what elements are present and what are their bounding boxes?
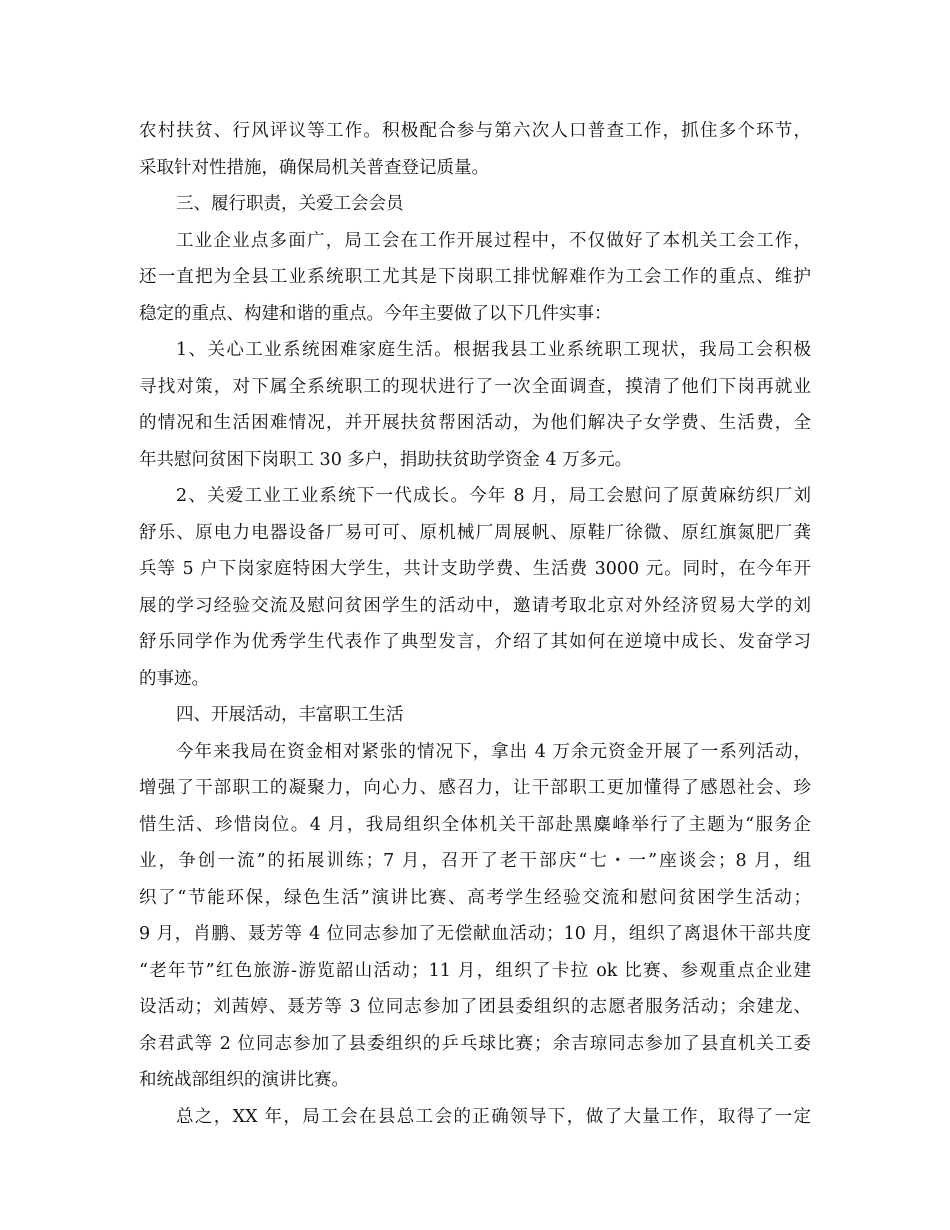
text-line: 惜生活、珍惜岗位。4 月，我局组织全体机关干部赴黑麋峰举行了主题为“服务企 — [139, 814, 811, 835]
text-line: 增强了干部职工的凝聚力，向心力、感召力，让干部职工更加懂得了感恩社会、珍 — [139, 778, 811, 798]
text-line: 织了“节能环保，绿色生活”演讲比赛、高考学生经验交流和慰问贫困学生活动； — [139, 887, 811, 908]
text-line: 兵等 5 户下岗家庭特困大学生，共计支助学费、生活费 3000 元。同时，在今年开 — [139, 559, 811, 579]
text-line: 余君武等 2 位同志参加了县委组织的乒乓球比赛；余吉琼同志参加了县直机关工委 — [139, 1033, 811, 1054]
document-body — [139, 113, 811, 1135]
text-line: 和统战部组织的演讲比赛。 — [139, 1070, 349, 1090]
text-line: 稳定的重点、构建和谐的重点。今年主要做了以下几件实事： — [139, 303, 612, 324]
text-line: 农村扶贫、行风评议等工作。积极配合参与第六次人口普查工作，抓住多个环节， — [139, 121, 811, 141]
text-line: 舒乐同学作为优秀学生代表作了典型发言，介绍了其如何在逆境中成长、发奋学习 — [139, 632, 811, 652]
text-line: 工业企业点多面广，局工会在工作开展过程中，不仅做好了本机关工会工作， — [176, 230, 811, 251]
text-line: 寻找对策，对下属全系统职工的现状进行了一次全面调查，摸清了他们下岗再就业 — [139, 376, 811, 397]
text-line: 总之，XX 年，局工会在县总工会的正确领导下，做了大量工作，取得了一定 — [176, 1106, 811, 1127]
text-line: 采取针对性措施，确保局机关普查登记质量。 — [139, 157, 489, 178]
text-line: 三、履行职责，关爱工会会员 — [176, 194, 404, 214]
text-line: 展的学习经验交流及慰问贫困学生的活动中，邀请考取北京对外经济贸易大学的刘 — [139, 595, 811, 616]
text-line: 1、关心工业系统困难家庭生活。根据我县工业系统职工现状，我局工会积极 — [176, 340, 811, 360]
text-line: 2、关爱工业工业系统下一代成长。今年 8 月，局工会慰问了原黄麻纺织厂刘 — [176, 486, 811, 506]
text-line: 年共慰问贫困下岗职工 30 多户，捐助扶贫助学资金 4 万多元。 — [139, 449, 633, 470]
text-line: 9 月，肖鹏、聂芳等 4 位同志参加了无偿献血活动；10 月，组织了离退休干部共度 — [139, 924, 811, 944]
text-line: 业，争创一流”的拓展训练；7 月，召开了老干部庆“七・一”座谈会；8 月，组 — [139, 851, 811, 871]
text-line: 今年来我局在资金相对紧张的情况下，拿出 4 万余元资金开展了一系列活动， — [176, 741, 811, 762]
text-line: 四、开展活动，丰富职工生活 — [176, 705, 404, 725]
text-line: 的情况和生活困难情况，并开展扶贫帮困活动，为他们解决子女学费、生活费，全 — [139, 413, 811, 433]
text-line: 舒乐、原电力电器设备厂易可可、原机械厂周展帆、原鞋厂徐微、原红旗氮肥厂龚 — [139, 522, 811, 543]
text-line: 的事迹。 — [139, 668, 209, 689]
text-line: “老年节”红色旅游-游览韶山活动；11 月，组织了卡拉 ok 比赛、参观重点企业建 — [139, 960, 811, 981]
text-line: 设活动；刘茜婷、聂芳等 3 位同志参加了团县委组织的志愿者服务活动；余建龙、 — [139, 997, 811, 1017]
text-line: 还一直把为全县工业系统职工尤其是下岗职工排忧解难作为工会工作的重点、维护 — [139, 267, 811, 287]
